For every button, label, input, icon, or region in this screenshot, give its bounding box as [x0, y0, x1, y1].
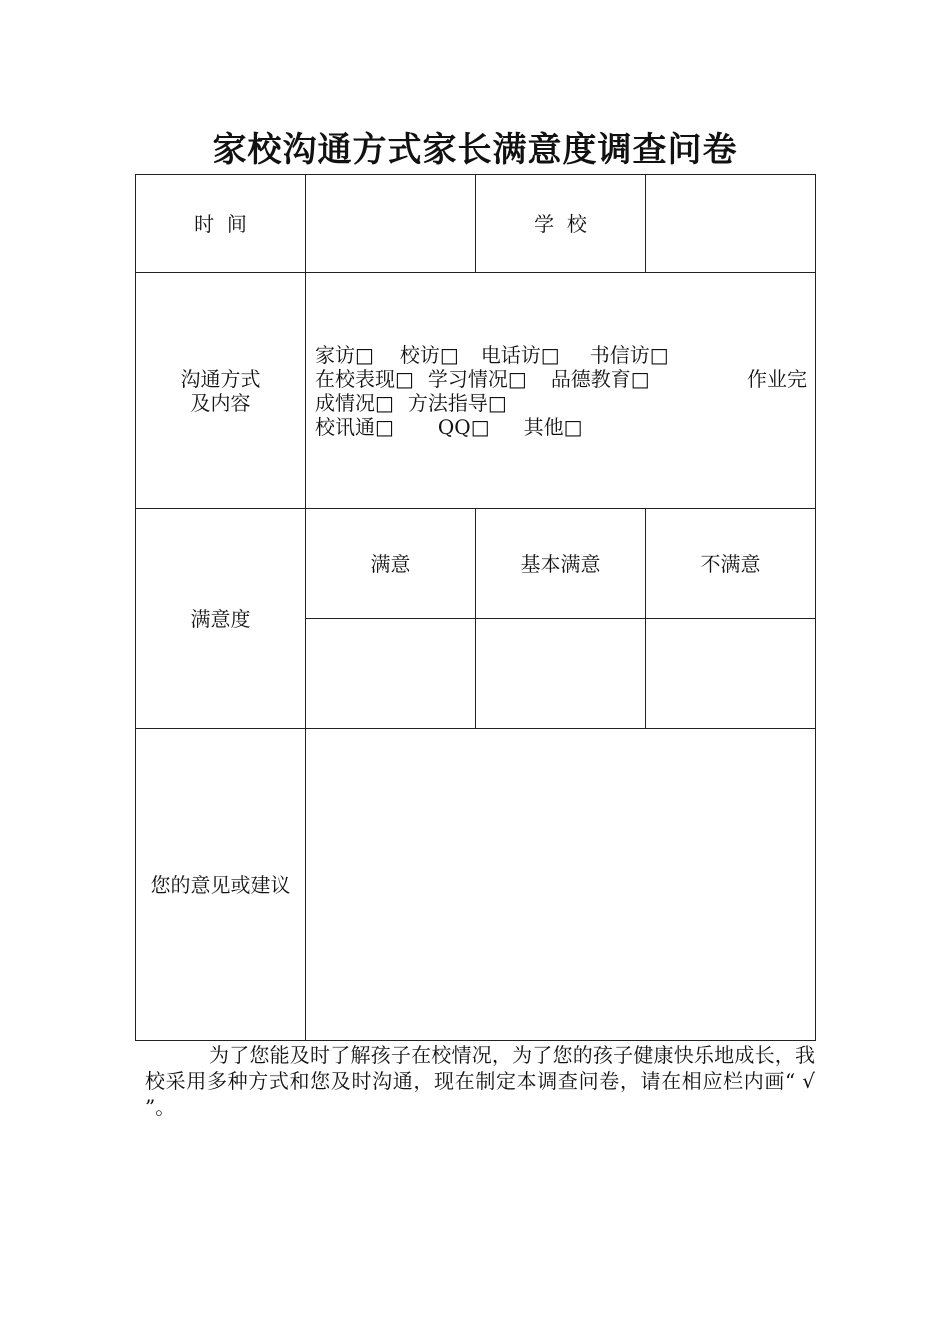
school-label: 学 校 [476, 175, 646, 273]
satisfaction-label: 满意度 [136, 509, 306, 729]
school-input-cell[interactable] [646, 175, 816, 273]
option-xiaoxuntong[interactable]: 校讯通□ [315, 414, 394, 439]
option-homework-part2[interactable]: 成情况□ [315, 390, 394, 415]
opinion-row [136, 729, 816, 1041]
mark-basically-satisfied-cell[interactable] [476, 619, 646, 729]
satisfaction-header-row [136, 509, 816, 619]
opinion-input-cell[interactable] [306, 729, 816, 1041]
mark-unsatisfied-cell[interactable] [646, 619, 816, 729]
option-school-performance[interactable]: 在校表现□ [315, 366, 414, 391]
methods-label-line2: 及内容 [190, 390, 251, 415]
methods-row [136, 273, 816, 509]
page-title: 家校沟通方式家长满意度调查问卷 [212, 130, 738, 170]
option-home-visit[interactable]: 家访□ [315, 342, 374, 367]
option-qq[interactable]: QQ□ [437, 414, 490, 439]
opinion-label: 您的意见或建议 [136, 729, 306, 1041]
option-method-guidance[interactable]: 方法指导□ [407, 390, 507, 415]
option-homework-part1[interactable]: 作业完 [747, 366, 807, 391]
option-moral-education[interactable]: 品德教育□ [550, 366, 650, 391]
intro-paragraph: 为了您能及时了解孩子在校情况，为了您的孩子健康快乐地成长，我校采用多种方式和您及时沟通，现在制定本调查问卷，请在相应栏内画“ √ ”。 [145, 1043, 815, 1119]
option-other[interactable]: 其他□ [523, 414, 583, 439]
option-phone-visit[interactable]: 电话访□ [480, 342, 560, 367]
methods-label [136, 273, 306, 509]
level-basically-satisfied-label: 基本满意 [476, 509, 646, 619]
methods-options-cell [306, 273, 816, 509]
option-study-status[interactable]: 学习情况□ [427, 366, 527, 391]
level-satisfied-label: 满意 [306, 509, 476, 619]
time-school-row [136, 175, 816, 273]
mark-satisfied-cell[interactable] [306, 619, 476, 729]
survey-table [135, 174, 816, 1041]
methods-label-line1: 沟通方式 [180, 366, 261, 391]
level-unsatisfied-label: 不满意 [646, 509, 816, 619]
option-letter-visit[interactable]: 书信访□ [589, 342, 669, 367]
time-input-cell[interactable] [306, 175, 476, 273]
time-label: 时 间 [136, 175, 306, 273]
option-school-visit[interactable]: 校访□ [399, 342, 459, 367]
